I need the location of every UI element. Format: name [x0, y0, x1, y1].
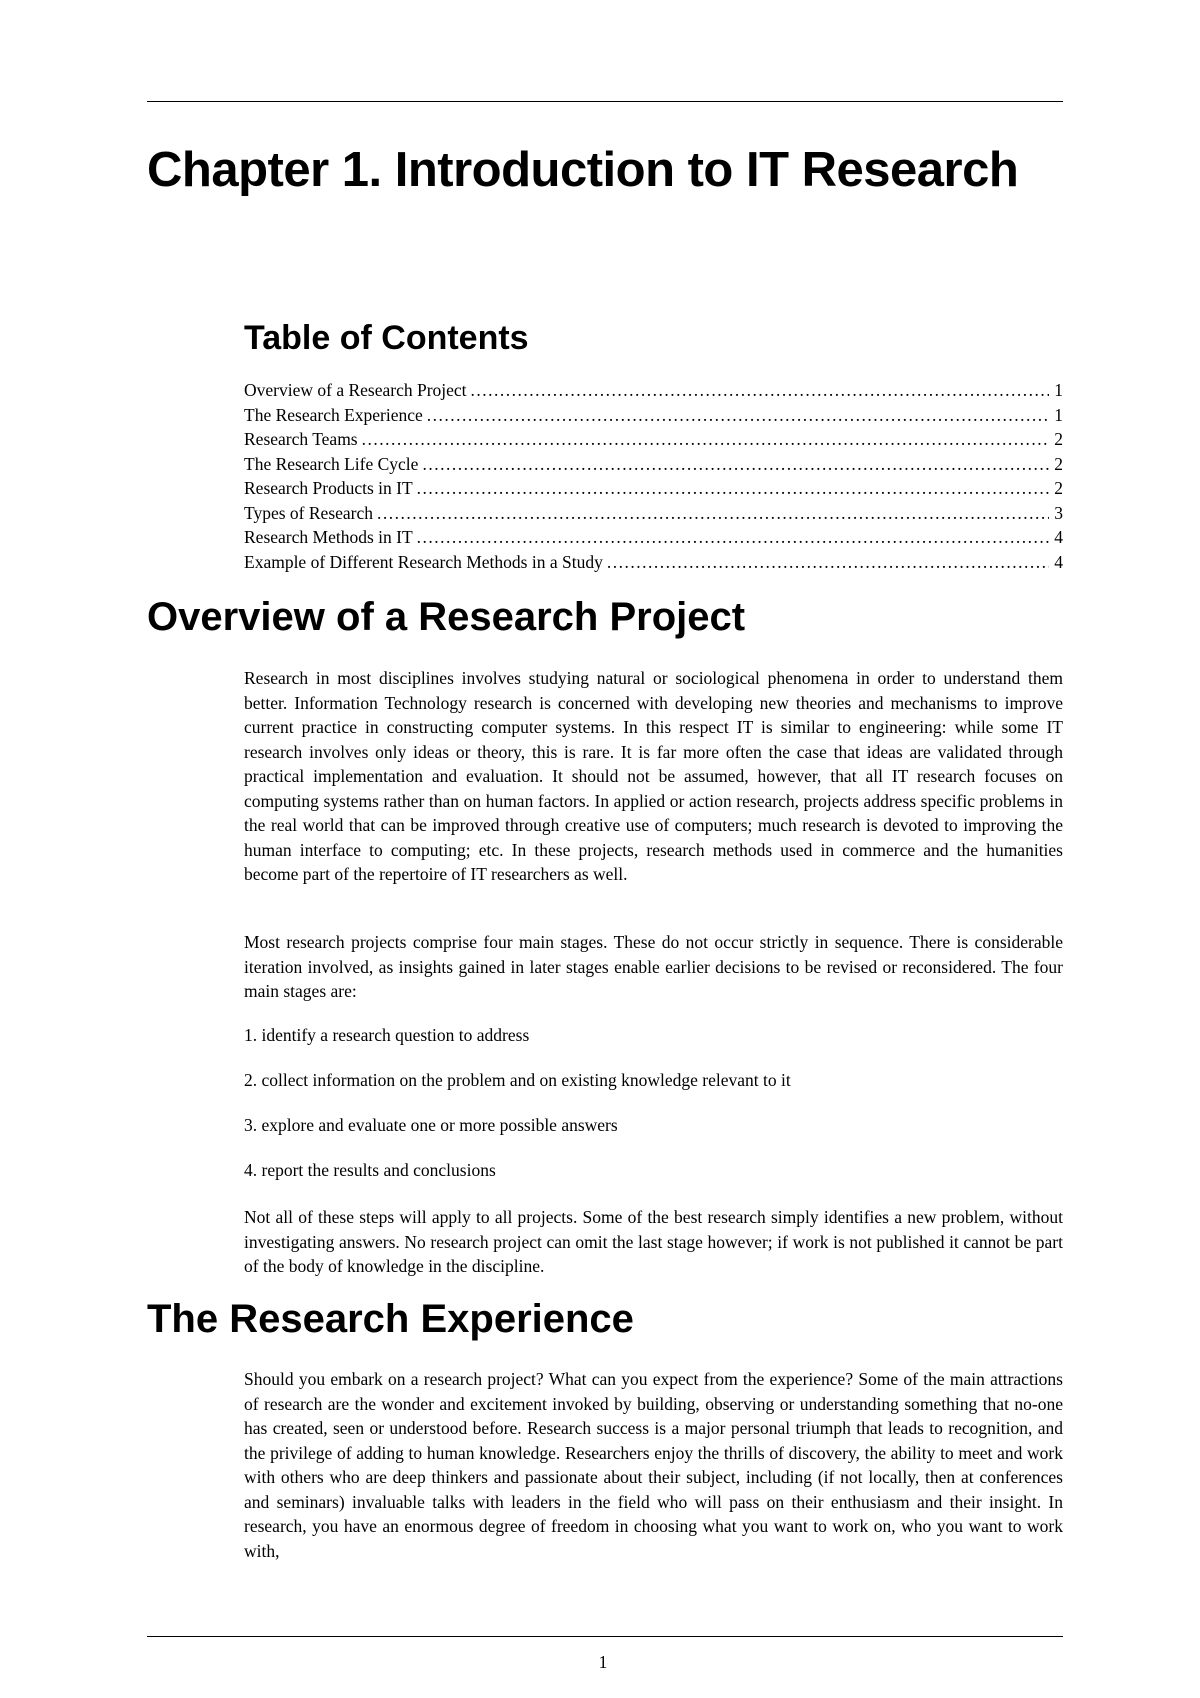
toc-entry-page: 1: [1054, 380, 1063, 400]
toc-entry-title[interactable]: Example of Different Research Methods in a Study: [244, 551, 603, 572]
toc-leader-dots: [427, 403, 1049, 428]
table-of-contents: [244, 378, 1063, 574]
toc-entry-page: 2: [1054, 453, 1063, 474]
toc-entry-page: 3: [1054, 502, 1063, 523]
toc-entry[interactable]: [244, 501, 1063, 526]
list-item: 1. identify a research question to address: [244, 1025, 530, 1045]
paragraph: Not all of these steps will apply to all projects. Some of the best research simply identifies a new problem, without investigating answers. No research project can omit the last stage however; if work is not published it cannot be part of the body of knowledge in the discipline.: [244, 1207, 1063, 1276]
toc-entry[interactable]: [244, 403, 1063, 428]
toc-leader-dots: [471, 378, 1049, 403]
paragraph: Should you embark on a research project? What can you expect from the experience? Some of the main attractions of research are the wonder and excitement invoked by building, observing or understanding something that no-one has created, seen or understood before. Research success is a major personal triumph that leads to recognition, and the privilege of adding to human knowledge. Researchers enjoy the thrills of discovery, the ability to meet and work with others who are deep thinkers and passionate about their subject, including (if not locally, then at conferences and seminars) invaluable talks with leaders in the field who will pass on their enthusiasm and their insight. In research, you have an enormous degree of freedom in choosing what you want to work on, who you want to work with,: [244, 1369, 1063, 1561]
toc-entry-page: 2: [1054, 429, 1063, 449]
toc-entry-title[interactable]: Overview of a Research Project: [244, 380, 467, 400]
toc-entry-title[interactable]: The Research Life Cycle: [244, 453, 419, 474]
toc-entry-title[interactable]: Research Teams: [244, 429, 358, 449]
toc-entry-page: 4: [1054, 551, 1063, 572]
toc-leader-dots: [362, 427, 1049, 452]
list-item: 3. explore and evaluate one or more possible answers: [244, 1115, 618, 1135]
toc-entry-page: 1: [1054, 404, 1063, 425]
paragraph: Most research projects comprise four main stages. These do not occur strictly in sequence. There is considerable iteration involved, as insights gained in later stages enable earlier decisions to be revised or reconsidered. The four main stages are:: [244, 932, 1063, 1001]
toc-entry-page: 4: [1054, 527, 1063, 547]
toc-title: Table of Contents: [244, 319, 529, 357]
section-heading-overview: Overview of a Research Project: [147, 595, 746, 639]
toc-entry[interactable]: [244, 476, 1063, 501]
toc-leader-dots: [417, 525, 1049, 550]
toc-entry[interactable]: [244, 427, 1063, 452]
toc-entry-title[interactable]: Research Methods in IT: [244, 527, 413, 547]
paragraph: Research in most disciplines involves studying natural or sociological phenomena in order to understand them better. Information Technology research is concerned with developing new theories and mechanisms to improve current practice in constructing computer systems. In this respect IT is similar to engineering: while some IT research involves only ideas or theory, this is rare. It is far more often the case that ideas are validated through practical implementation and evaluation. It should not be assumed, however, that all IT research focuses on computing systems rather than on human factors. In applied or action research, projects address specific problems in the real world that can be improved through creative use of computers; much research is devoted to improving the human interface to computing; etc. In these projects, research methods used in commerce and the humanities become part of the repertoire of IT researchers as well.: [244, 668, 1063, 884]
toc-entry[interactable]: [244, 452, 1063, 477]
toc-leader-dots: [607, 550, 1049, 575]
list-item: 4. report the results and conclusions: [244, 1160, 496, 1180]
toc-entry[interactable]: [244, 378, 1063, 403]
list-item: 2. collect information on the problem and on existing knowledge relevant to it: [244, 1070, 791, 1090]
toc-leader-dots: [377, 501, 1049, 526]
toc-leader-dots: [422, 452, 1049, 477]
toc-entry-title[interactable]: Types of Research: [244, 502, 374, 523]
section-heading-research-experience: The Research Experience: [147, 1297, 634, 1341]
toc-entry-page: 2: [1054, 478, 1063, 498]
page-number: 1: [598, 1652, 608, 1672]
footer-rule: [147, 1636, 1063, 1637]
toc-entry[interactable]: [244, 550, 1063, 575]
chapter-title: Chapter 1. Introduction to IT Research: [147, 143, 1019, 197]
header-rule: [147, 101, 1063, 102]
toc-entry-title[interactable]: The Research Experience: [244, 404, 423, 425]
toc-leader-dots: [417, 476, 1049, 501]
toc-entry[interactable]: [244, 525, 1063, 550]
toc-entry-title[interactable]: Research Products in IT: [244, 478, 413, 498]
